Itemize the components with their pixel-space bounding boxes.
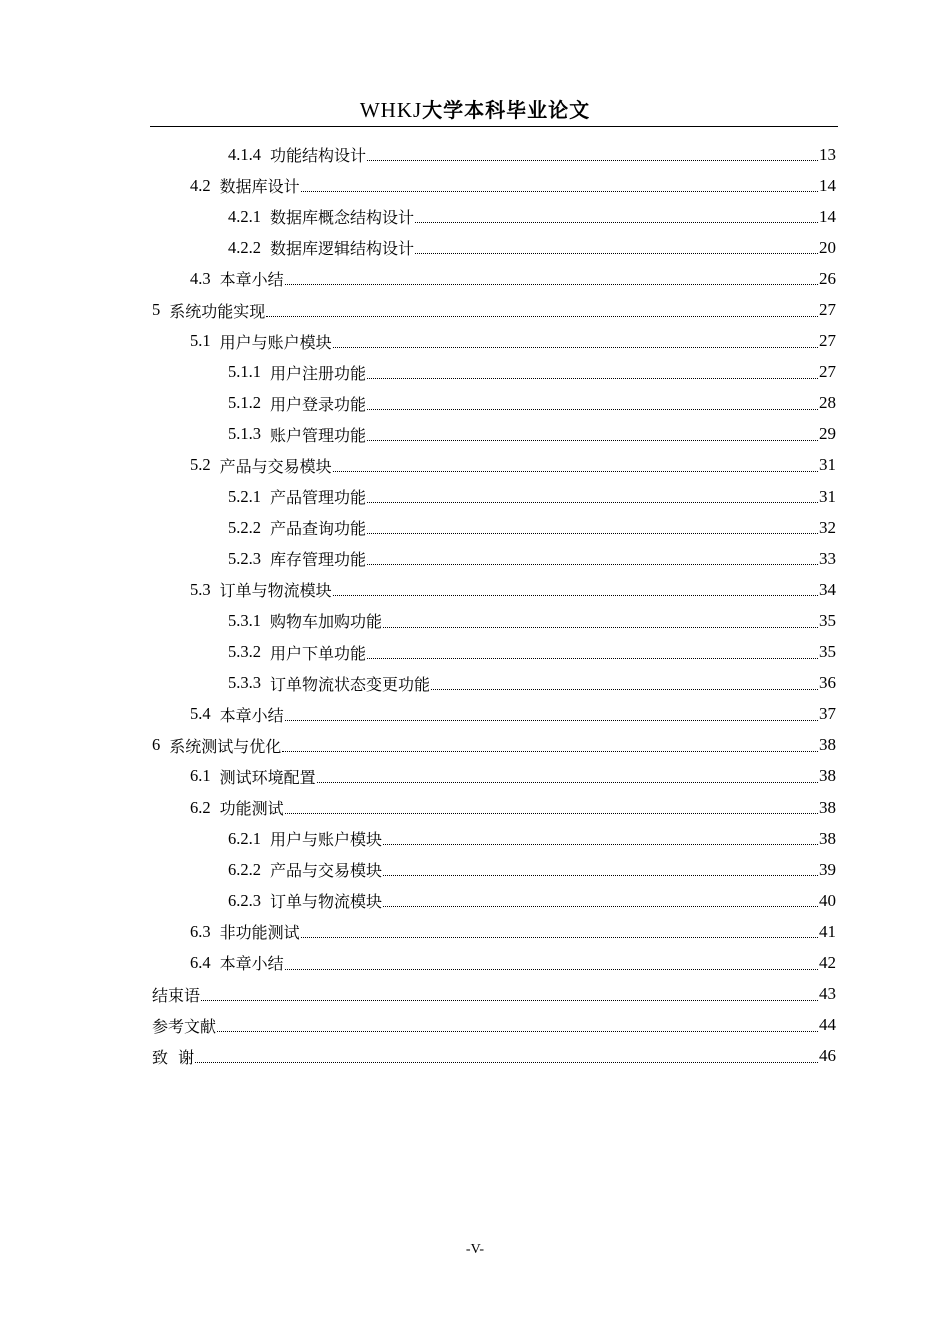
toc-leader-dots bbox=[266, 316, 818, 317]
toc-entry-page: 39 bbox=[819, 859, 836, 879]
toc-entry-title: 数据库概念结构设计 bbox=[270, 208, 415, 228]
toc-entry-title: 本章小结 bbox=[219, 270, 284, 290]
toc-entry[interactable] bbox=[152, 543, 836, 574]
toc-entry-page: 43 bbox=[819, 984, 836, 1004]
page-number: -V- bbox=[465, 1242, 485, 1257]
toc-entry-number: 5.1 bbox=[190, 331, 211, 351]
toc-entry-number: 6.2.1 bbox=[228, 828, 261, 848]
toc-entry[interactable] bbox=[152, 823, 836, 854]
toc-entry-page: 31 bbox=[819, 486, 836, 506]
toc-leader-dots bbox=[383, 875, 818, 876]
toc-entry[interactable] bbox=[152, 792, 836, 823]
toc-entry-title: 账户管理功能 bbox=[270, 425, 367, 445]
toc-leader-dots bbox=[285, 284, 818, 285]
toc-entry-number: 4.2.1 bbox=[228, 206, 261, 226]
toc-entry-page: 13 bbox=[819, 144, 836, 164]
toc-entry-number: 5.2.2 bbox=[228, 517, 261, 537]
toc-entry-title: 参考文献 bbox=[152, 1016, 217, 1036]
header-rule bbox=[150, 126, 838, 127]
toc-leader-dots bbox=[285, 969, 818, 970]
toc-entry[interactable] bbox=[152, 668, 836, 699]
toc-leader-dots bbox=[333, 471, 818, 472]
toc-leader-dots bbox=[285, 720, 818, 721]
toc-entry-page: 14 bbox=[819, 175, 836, 195]
toc-entry-title: 系统功能实现 bbox=[169, 301, 266, 321]
toc-entry-number: 6 bbox=[152, 735, 161, 755]
toc-entry[interactable] bbox=[152, 481, 836, 512]
toc-entry-title: 产品与交易模块 bbox=[219, 456, 332, 476]
toc-entry-title: 产品管理功能 bbox=[270, 488, 367, 508]
toc-entry-page: 29 bbox=[819, 424, 836, 444]
toc-entry-page: 41 bbox=[819, 921, 836, 941]
toc-entry[interactable] bbox=[152, 637, 836, 668]
toc-leader-dots bbox=[367, 160, 818, 161]
toc-leader-dots bbox=[195, 1062, 818, 1063]
toc-leader-dots bbox=[367, 378, 818, 379]
toc-entry[interactable] bbox=[152, 419, 836, 450]
toc-leader-dots bbox=[333, 347, 818, 348]
toc-leader-dots bbox=[415, 253, 818, 254]
toc-entry-number: 5.4 bbox=[190, 704, 211, 724]
header-latin: WHKJ bbox=[359, 98, 423, 122]
toc-entry-page: 38 bbox=[819, 735, 836, 755]
toc-entry[interactable] bbox=[152, 574, 836, 605]
toc-entry[interactable] bbox=[152, 1010, 836, 1041]
toc-entry-page: 27 bbox=[819, 300, 836, 320]
toc-leader-dots bbox=[367, 409, 818, 410]
toc-entry-number: 5.2.1 bbox=[228, 486, 261, 506]
toc-entry-page: 26 bbox=[819, 268, 836, 288]
toc-entry-title: 库存管理功能 bbox=[270, 550, 367, 570]
toc-entry[interactable] bbox=[152, 605, 836, 636]
toc-entry[interactable] bbox=[152, 357, 836, 388]
toc-entry-page: 28 bbox=[819, 393, 836, 413]
header-title: 大学本科毕业论文 bbox=[422, 98, 591, 122]
toc-entry-page: 44 bbox=[819, 1015, 836, 1035]
toc-leader-dots bbox=[201, 1000, 818, 1001]
toc-entry-title: 购物车加购功能 bbox=[270, 612, 383, 632]
toc-leader-dots bbox=[217, 1031, 818, 1032]
toc-entry-title: 数据库设计 bbox=[219, 177, 300, 197]
toc-entry-page: 36 bbox=[819, 673, 836, 693]
toc-entry[interactable] bbox=[152, 512, 836, 543]
toc-entry[interactable] bbox=[152, 326, 836, 357]
toc-entry-number: 4.2.2 bbox=[228, 237, 261, 257]
table-of-contents bbox=[152, 139, 836, 1072]
toc-entry-number: 4.3 bbox=[190, 268, 211, 288]
toc-entry[interactable] bbox=[152, 294, 836, 325]
toc-entry-page: 32 bbox=[819, 517, 836, 537]
toc-entry-title: 产品与交易模块 bbox=[270, 861, 383, 881]
running-header bbox=[0, 94, 950, 123]
toc-entry-title: 用户与账户模块 bbox=[270, 830, 383, 850]
toc-entry[interactable] bbox=[152, 232, 836, 263]
toc-entry[interactable] bbox=[152, 263, 836, 294]
toc-leader-dots bbox=[367, 533, 818, 534]
toc-entry-title: 订单与物流模块 bbox=[270, 892, 383, 912]
toc-leader-dots bbox=[285, 813, 818, 814]
toc-entry-page: 38 bbox=[819, 797, 836, 817]
toc-entry[interactable] bbox=[152, 139, 836, 170]
toc-entry-number: 4.2 bbox=[190, 175, 211, 195]
toc-leader-dots bbox=[383, 844, 818, 845]
toc-entry-number: 6.2 bbox=[190, 797, 211, 817]
toc-entry[interactable] bbox=[152, 885, 836, 916]
toc-entry-page: 38 bbox=[819, 828, 836, 848]
toc-entry-title: 系统测试与优化 bbox=[169, 736, 282, 756]
toc-entry-title: 功能结构设计 bbox=[270, 146, 367, 166]
toc-entry-title: 结束语 bbox=[152, 985, 201, 1005]
toc-entry-page: 31 bbox=[819, 455, 836, 475]
toc-entry-title: 数据库逻辑结构设计 bbox=[270, 239, 415, 259]
toc-entry[interactable] bbox=[152, 450, 836, 481]
toc-entry-page: 40 bbox=[819, 890, 836, 910]
toc-entry[interactable] bbox=[152, 761, 836, 792]
toc-entry[interactable] bbox=[152, 388, 836, 419]
toc-entry[interactable] bbox=[152, 699, 836, 730]
toc-leader-dots bbox=[431, 689, 818, 690]
toc-leader-dots bbox=[367, 564, 818, 565]
toc-entry-page: 33 bbox=[819, 548, 836, 568]
toc-entry-number: 6.2.2 bbox=[228, 859, 261, 879]
toc-entry-title: 功能测试 bbox=[219, 799, 284, 819]
toc-leader-dots bbox=[383, 906, 818, 907]
toc-entry-number: 5.3 bbox=[190, 579, 211, 599]
toc-entry-number: 5.1.3 bbox=[228, 424, 261, 444]
toc-leader-dots bbox=[282, 751, 818, 752]
toc-entry-title: 用户下单功能 bbox=[270, 643, 367, 663]
toc-leader-dots bbox=[317, 782, 818, 783]
toc-entry[interactable] bbox=[152, 170, 836, 201]
toc-entry-page: 42 bbox=[819, 952, 836, 972]
toc-entry[interactable] bbox=[152, 979, 836, 1010]
toc-entry[interactable] bbox=[152, 201, 836, 232]
toc-entry-page: 27 bbox=[819, 331, 836, 351]
toc-entry-title: 本章小结 bbox=[219, 705, 284, 725]
toc-entry-page: 14 bbox=[819, 206, 836, 226]
toc-entry[interactable] bbox=[152, 916, 836, 947]
toc-entry-title: 订单与物流模块 bbox=[219, 581, 332, 601]
toc-entry-number: 5.3.2 bbox=[228, 642, 261, 662]
toc-entry-number: 5.3.1 bbox=[228, 610, 261, 630]
toc-entry-page: 35 bbox=[819, 610, 836, 630]
toc-entry-number: 4.1.4 bbox=[228, 144, 261, 164]
toc-entry[interactable] bbox=[152, 947, 836, 978]
toc-entry-title: 致 谢 bbox=[152, 1047, 195, 1067]
toc-entry-title: 订单物流状态变更功能 bbox=[270, 674, 431, 694]
toc-entry-number: 6.4 bbox=[190, 952, 211, 972]
toc-entry-number: 5 bbox=[152, 300, 161, 320]
toc-entry[interactable] bbox=[152, 854, 836, 885]
toc-entry-title: 本章小结 bbox=[219, 954, 284, 974]
toc-leader-dots bbox=[333, 595, 818, 596]
toc-entry-number: 5.2 bbox=[190, 455, 211, 475]
toc-entry-page: 34 bbox=[819, 579, 836, 599]
toc-entry-title: 产品查询功能 bbox=[270, 519, 367, 539]
toc-entry-page: 35 bbox=[819, 642, 836, 662]
toc-entry-page: 46 bbox=[819, 1046, 836, 1066]
toc-leader-dots bbox=[367, 502, 818, 503]
toc-entry-number: 6.1 bbox=[190, 766, 211, 786]
toc-entry-page: 20 bbox=[819, 237, 836, 257]
toc-entry-title: 用户登录功能 bbox=[270, 394, 367, 414]
toc-entry-number: 5.2.3 bbox=[228, 548, 261, 568]
toc-entry-title: 用户注册功能 bbox=[270, 363, 367, 383]
toc-leader-dots bbox=[367, 440, 818, 441]
toc-entry-number: 5.1.1 bbox=[228, 362, 261, 382]
toc-leader-dots bbox=[383, 627, 818, 628]
toc-leader-dots bbox=[367, 658, 818, 659]
toc-entry[interactable] bbox=[152, 730, 836, 761]
toc-entry-number: 6.3 bbox=[190, 921, 211, 941]
toc-leader-dots bbox=[301, 191, 818, 192]
toc-entry-page: 38 bbox=[819, 766, 836, 786]
toc-entry-title: 用户与账户模块 bbox=[219, 332, 332, 352]
toc-entry-title: 测试环境配置 bbox=[219, 767, 316, 787]
toc-entry-title: 非功能测试 bbox=[219, 923, 300, 943]
toc-entry-number: 5.3.3 bbox=[228, 673, 261, 693]
toc-entry-number: 5.1.2 bbox=[228, 393, 261, 413]
toc-entry-number: 6.2.3 bbox=[228, 890, 261, 910]
toc-entry-page: 37 bbox=[819, 704, 836, 724]
toc-leader-dots bbox=[301, 937, 818, 938]
toc-leader-dots bbox=[415, 222, 818, 223]
toc-entry-page: 27 bbox=[819, 362, 836, 382]
toc-entry[interactable] bbox=[152, 1041, 836, 1072]
